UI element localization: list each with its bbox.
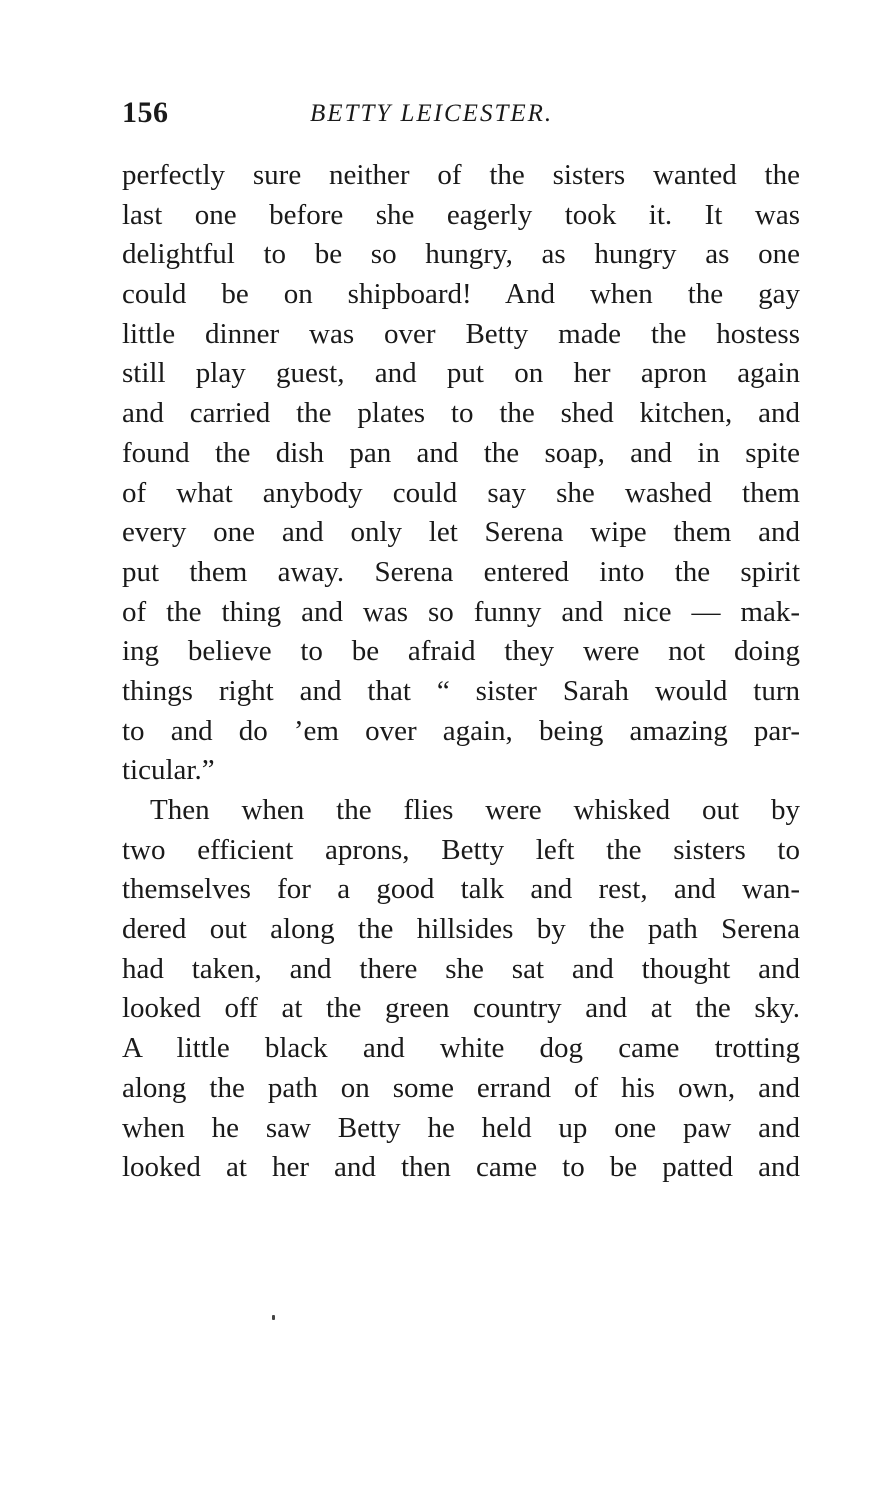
paragraph [122, 156, 800, 791]
text-line: to and do ’em over again, being amazing par- [122, 714, 800, 747]
body-text [122, 156, 800, 1188]
text-line: still play guest, and put on her apron again [122, 357, 800, 390]
text-line: delightful to be so hungry, as hungry as one [122, 238, 800, 271]
text-line: themselves for a good talk and rest, and wan- [122, 873, 800, 906]
text-line: last one before she eagerly took it. It was [122, 198, 800, 231]
text-line: ticular.” [122, 754, 215, 787]
text-line: could be on shipboard! And when the gay [122, 278, 800, 311]
text-line: and carried the plates to the shed kitchen, and [122, 397, 800, 430]
text-line: along the path on some errand of his own, and [122, 1071, 800, 1104]
text-line: looked off at the green country and at the sky. [122, 992, 800, 1025]
text-line: of what anybody could say she washed them [122, 476, 800, 509]
print-speck [272, 1315, 275, 1320]
text-line: little dinner was over Betty made the hostess [122, 317, 800, 350]
text-line: Then when the flies were whisked out by [150, 794, 800, 826]
text-line: found the dish pan and the soap, and in spite [122, 436, 800, 469]
text-line: put them away. Serena entered into the spirit [122, 555, 800, 588]
text-line: ing believe to be afraid they were not doing [122, 635, 800, 668]
text-line: when he saw Betty he held up one paw and [122, 1111, 800, 1144]
text-line: dered out along the hillsides by the path Serena [122, 913, 800, 946]
page-number: 156 [122, 96, 169, 129]
text-line: looked at her and then came to be patted and [122, 1151, 800, 1184]
text-line: had taken, and there she sat and thought and [122, 952, 800, 985]
text-line: every one and only let Serena wipe them and [122, 516, 800, 549]
paragraph [122, 791, 800, 1188]
text-line: A little black and white dog came trotting [122, 1032, 800, 1065]
text-line: perfectly sure neither of the sisters wanted the [122, 159, 800, 191]
text-line: of the thing and was so funny and nice — mak- [122, 595, 800, 628]
text-line: things right and that “ sister Sarah would turn [122, 674, 800, 707]
page-header [122, 96, 802, 136]
running-title: BETTY LEICESTER. [310, 100, 554, 127]
text-line: two efficient aprons, Betty left the sisters to [122, 833, 800, 866]
